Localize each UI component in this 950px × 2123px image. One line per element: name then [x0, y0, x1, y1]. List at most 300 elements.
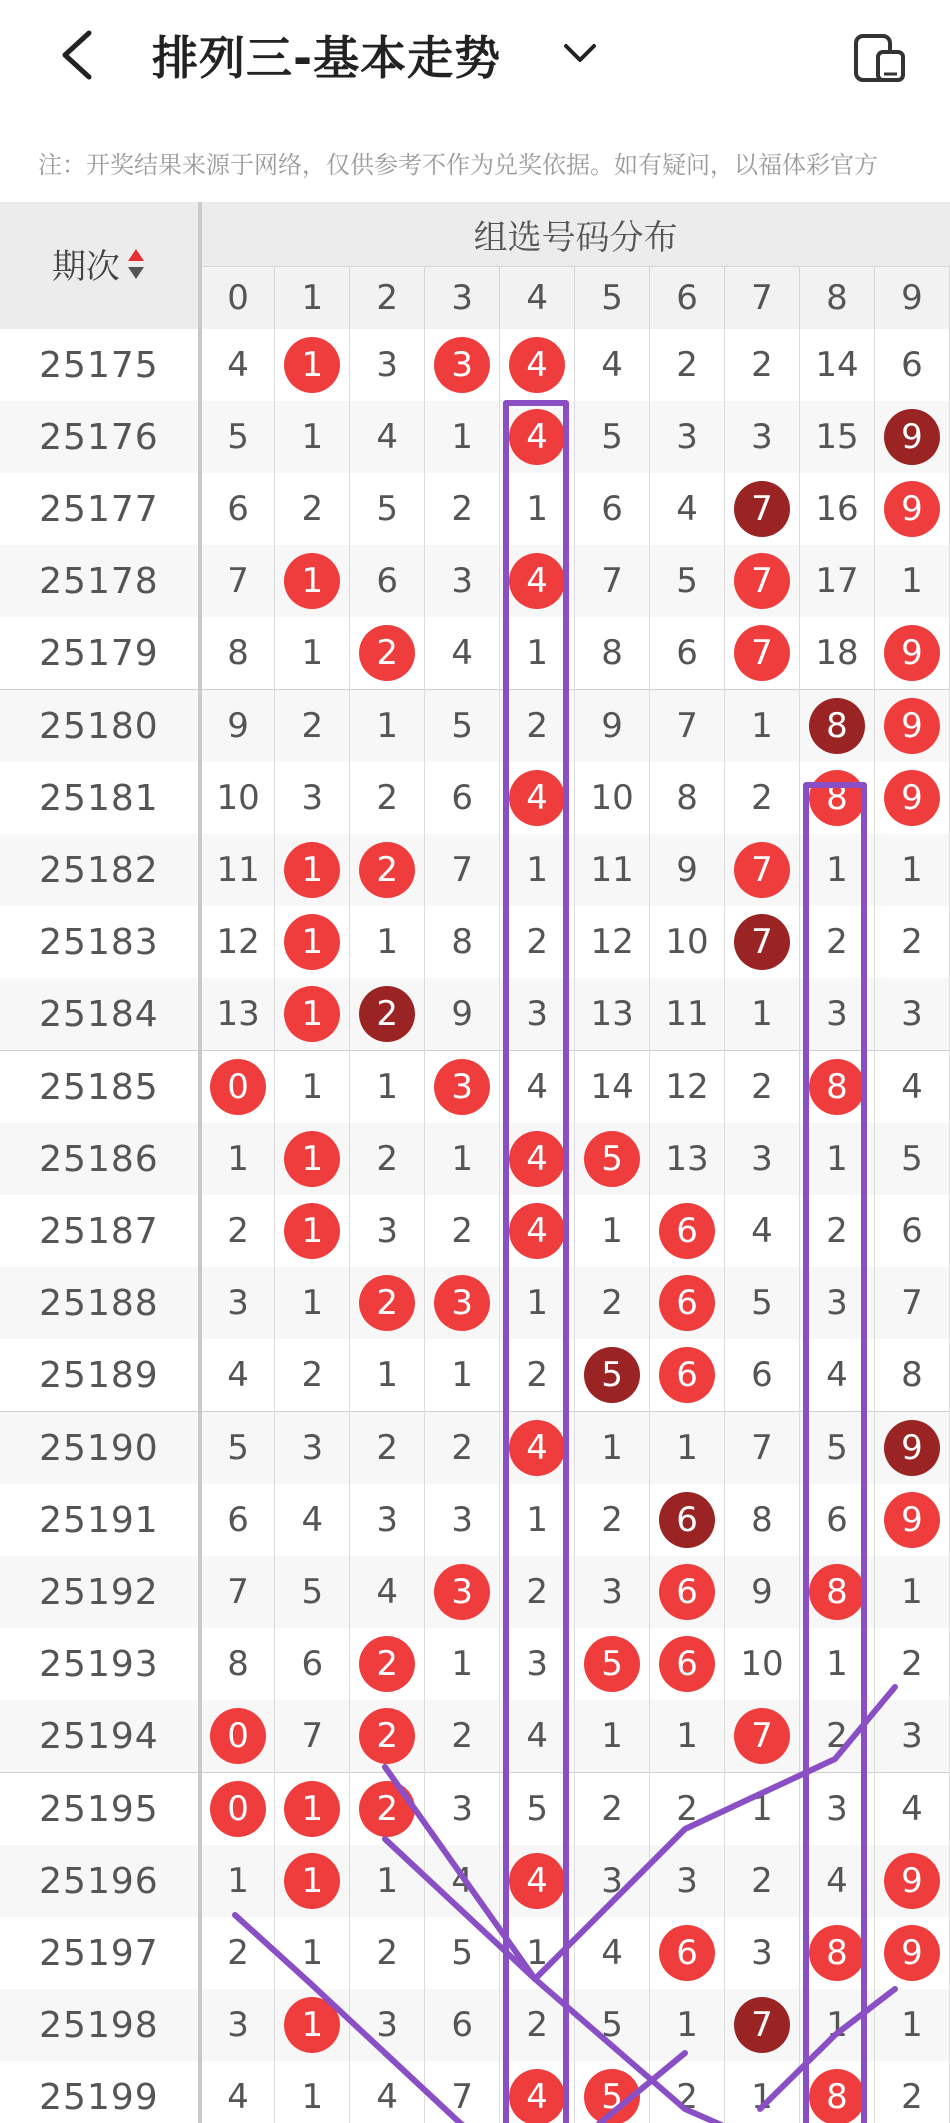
miss-count: 8: [676, 778, 698, 818]
digit-cell-5: [575, 329, 650, 401]
digit-cell-4: [500, 2061, 575, 2123]
table-row: [0, 906, 950, 978]
drawn-number-ball: 9: [884, 1492, 940, 1548]
digit-cell-2: [350, 401, 425, 473]
table-row: [0, 1773, 950, 1846]
digit-cell-6: [650, 834, 725, 906]
miss-count: 7: [901, 1283, 923, 1323]
digit-cell-8: [799, 545, 874, 617]
miss-count: 6: [376, 561, 399, 601]
digit-cell-4: [500, 1700, 575, 1773]
miss-count: 8: [751, 1500, 773, 1540]
digit-cell-1: [275, 1484, 350, 1556]
digit-cell-1: [275, 401, 350, 473]
digit-cell-5: [575, 1412, 650, 1485]
miss-count: 12: [665, 1067, 709, 1107]
digit-cell-7: [725, 834, 800, 906]
digit-cell-6: [650, 690, 725, 763]
miss-count: 4: [227, 2077, 249, 2117]
drawn-number-ball: 8: [809, 1059, 865, 1115]
table-row: [0, 834, 950, 906]
miss-count: 10: [216, 778, 260, 818]
digit-cell-5: [575, 1917, 650, 1989]
table-row: [0, 1412, 950, 1485]
digit-cell-1: [275, 1051, 350, 1124]
miss-count: 2: [451, 1428, 473, 1468]
digit-cell-6: [650, 1412, 725, 1485]
miss-count: 9: [751, 1572, 773, 1612]
digit-cell-0: [200, 1628, 275, 1700]
miss-count: 3: [301, 778, 324, 818]
miss-count: 5: [301, 1572, 324, 1612]
miss-count: 3: [601, 1572, 623, 1612]
digit-cell-6: [650, 906, 725, 978]
digit-cell-5: [575, 1773, 650, 1846]
digit-cell-9: [874, 690, 949, 763]
miss-count: 18: [815, 633, 859, 673]
digit-cell-3: [425, 473, 500, 545]
digit-cell-1: [275, 1773, 350, 1846]
miss-count: 1: [376, 706, 399, 746]
digit-cell-1: [275, 978, 350, 1051]
drawn-number-ball: 4: [509, 2069, 565, 2123]
miss-count: 2: [526, 706, 548, 746]
title-dropdown-button[interactable]: [560, 38, 600, 68]
miss-count: 14: [815, 345, 859, 385]
miss-count: 1: [751, 706, 773, 746]
digit-cell-6: [650, 1917, 725, 1989]
miss-count: 4: [376, 1572, 399, 1612]
table-row: [0, 690, 950, 763]
miss-count: 2: [601, 1789, 623, 1829]
digit-cell-5: [575, 1339, 650, 1412]
drawn-number-ball: 8: [809, 770, 865, 826]
miss-count: 4: [901, 1789, 923, 1829]
digit-cell-8: [799, 1989, 874, 2061]
miss-count: 1: [376, 1861, 399, 1901]
miss-count: 2: [826, 922, 848, 962]
drawn-number-ball: 0: [210, 1708, 266, 1764]
miss-count: 4: [227, 345, 249, 385]
digit-cell-3: [425, 978, 500, 1051]
miss-count: 1: [376, 1067, 399, 1107]
drawn-number-ball: 4: [509, 1131, 565, 1187]
miss-count: 9: [676, 850, 698, 890]
period-cell: 25178: [0, 545, 200, 617]
digit-cell-0: [200, 1123, 275, 1195]
miss-count: 1: [376, 922, 399, 962]
miss-count: 1: [526, 1500, 548, 1540]
drawn-number-ball: 5: [584, 2069, 640, 2123]
drawn-number-ball: 2: [359, 1636, 415, 1692]
drawn-number-ball: 2: [359, 1275, 415, 1331]
digit-cell-0: [200, 1267, 275, 1339]
period-cell: 25199: [0, 2061, 200, 2123]
miss-count: 2: [901, 2077, 923, 2117]
table-row: [0, 401, 950, 473]
page-title[interactable]: 排列三-基本走势: [152, 31, 502, 85]
digit-cell-0: [200, 1917, 275, 1989]
digit-cell-7: [725, 1628, 800, 1700]
digit-cell-0: [200, 1845, 275, 1917]
miss-count: 3: [227, 1283, 249, 1323]
digit-cell-6: [650, 401, 725, 473]
digit-cell-2: [350, 1267, 425, 1339]
miss-count: 1: [826, 2005, 848, 2045]
drawn-number-ball: 5: [584, 1347, 640, 1403]
digit-cell-1: [275, 1556, 350, 1628]
digit-cell-2: [350, 1051, 425, 1124]
digit-cell-4: [500, 1123, 575, 1195]
digit-cell-7: [725, 1195, 800, 1267]
table-row: [0, 1700, 950, 1773]
miss-count: 1: [526, 1283, 548, 1323]
digit-cell-9: [874, 978, 949, 1051]
period-cell: 25196: [0, 1845, 200, 1917]
drawn-number-ball: 4: [509, 1420, 565, 1476]
digit-cell-2: [350, 1989, 425, 2061]
digit-cell-2: [350, 545, 425, 617]
miss-count: 2: [526, 922, 548, 962]
digit-cell-5: [575, 545, 650, 617]
digit-cell-8: [799, 1556, 874, 1628]
miss-count: 4: [826, 1355, 848, 1395]
miss-count: 2: [451, 489, 473, 529]
miss-count: 4: [676, 489, 698, 529]
drawn-number-ball: 8: [809, 1564, 865, 1620]
drawn-number-ball: 6: [659, 1275, 715, 1331]
drawn-number-ball: 4: [509, 1203, 565, 1259]
period-cell: 25194: [0, 1700, 200, 1773]
miss-count: 1: [901, 2005, 923, 2045]
digit-cell-0: [200, 617, 275, 690]
drawn-number-ball: 0: [210, 1781, 266, 1837]
miss-count: 6: [451, 778, 473, 818]
miss-count: 16: [815, 489, 859, 529]
digit-cell-9: [874, 1412, 949, 1485]
top-bar: [0, 0, 950, 115]
digit-cell-6: [650, 1484, 725, 1556]
digit-cell-2: [350, 2061, 425, 2123]
digit-cell-2: [350, 1195, 425, 1267]
digit-cell-2: [350, 1123, 425, 1195]
digit-cell-1: [275, 690, 350, 763]
digit-cell-7: [725, 1556, 800, 1628]
digit-cell-2: [350, 978, 425, 1051]
digit-cell-2: [350, 1628, 425, 1700]
digit-cell-8: [799, 1267, 874, 1339]
device-button[interactable]: [852, 32, 907, 84]
drawn-number-ball: 9: [884, 481, 940, 537]
drawn-number-ball: 2: [359, 842, 415, 898]
digit-cell-5: [575, 617, 650, 690]
miss-count: 4: [227, 1355, 249, 1395]
period-cell: 25182: [0, 834, 200, 906]
digit-cell-3: [425, 1845, 500, 1917]
miss-count: 3: [376, 2005, 399, 2045]
digit-cell-8: [799, 690, 874, 763]
miss-count: 5: [601, 417, 623, 457]
drawn-number-ball: 8: [809, 1925, 865, 1981]
miss-count: 1: [601, 1428, 623, 1468]
miss-count: 7: [751, 1428, 773, 1468]
digit-cell-3: [425, 1412, 500, 1485]
digit-cell-2: [350, 473, 425, 545]
digit-cell-7: [725, 1700, 800, 1773]
digit-cell-0: [200, 906, 275, 978]
miss-count: 11: [590, 850, 634, 890]
digit-cell-4: [500, 1989, 575, 2061]
trend-table: [0, 202, 950, 2123]
miss-count: 3: [376, 1500, 399, 1540]
miss-count: 9: [601, 706, 623, 746]
digit-cell-2: [350, 1845, 425, 1917]
digit-cell-0: [200, 834, 275, 906]
miss-count: 3: [451, 1500, 473, 1540]
miss-count: 17: [815, 561, 859, 601]
digit-cell-9: [874, 762, 949, 834]
miss-count: 10: [740, 1644, 784, 1684]
miss-count: 3: [451, 1789, 473, 1829]
table-row: [0, 617, 950, 690]
digit-header-8: 8: [799, 267, 874, 330]
digit-cell-9: [874, 906, 949, 978]
digit-cell-9: [874, 1773, 949, 1846]
digit-cell-7: [725, 1917, 800, 1989]
miss-count: 2: [301, 1355, 324, 1395]
digit-cell-1: [275, 906, 350, 978]
digit-cell-0: [200, 1773, 275, 1846]
table-row: [0, 1628, 950, 1700]
miss-count: 4: [376, 417, 399, 457]
digit-cell-8: [799, 1339, 874, 1412]
drawn-number-ball: 3: [434, 337, 490, 393]
miss-count: 13: [665, 1139, 709, 1179]
miss-count: 6: [901, 1211, 923, 1251]
digit-header-6: 6: [650, 267, 725, 330]
digit-cell-6: [650, 1267, 725, 1339]
digit-cell-4: [500, 329, 575, 401]
miss-count: 3: [601, 1861, 623, 1901]
period-cell: 25177: [0, 473, 200, 545]
miss-count: 3: [826, 994, 848, 1034]
digit-cell-7: [725, 1051, 800, 1124]
drawn-number-ball: 1: [284, 842, 340, 898]
sort-icon[interactable]: [126, 245, 146, 292]
miss-count: 15: [815, 417, 859, 457]
drawn-number-ball: 9: [884, 1853, 940, 1909]
digit-cell-1: [275, 1412, 350, 1485]
digit-cell-8: [799, 1412, 874, 1485]
digit-cell-0: [200, 329, 275, 401]
period-cell: 25189: [0, 1339, 200, 1412]
digit-cell-6: [650, 1700, 725, 1773]
miss-count: 1: [901, 850, 923, 890]
drawn-number-ball: 8: [809, 698, 865, 754]
trend-table-container[interactable]: [0, 202, 950, 2123]
period-cell: 25180: [0, 690, 200, 763]
miss-count: 1: [601, 1211, 623, 1251]
digit-cell-3: [425, 1123, 500, 1195]
miss-count: 5: [227, 1428, 249, 1468]
miss-count: 1: [301, 1933, 324, 1973]
table-row: [0, 1195, 950, 1267]
digit-cell-2: [350, 1412, 425, 1485]
miss-count: 2: [751, 1861, 773, 1901]
digit-cell-0: [200, 1051, 275, 1124]
digit-cell-7: [725, 329, 800, 401]
miss-count: 1: [826, 1139, 848, 1179]
digit-cell-4: [500, 762, 575, 834]
table-row: [0, 329, 950, 401]
digit-header-1: 1: [275, 267, 350, 330]
miss-count: 8: [227, 1644, 249, 1684]
digit-cell-9: [874, 1484, 949, 1556]
miss-count: 5: [826, 1428, 848, 1468]
miss-count: 1: [451, 1355, 473, 1395]
digit-cell-4: [500, 473, 575, 545]
miss-count: 2: [376, 778, 399, 818]
digit-cell-2: [350, 1484, 425, 1556]
digit-cell-2: [350, 1917, 425, 1989]
miss-count: 4: [601, 1933, 623, 1973]
drawn-number-ball: 6: [659, 1925, 715, 1981]
digit-cell-8: [799, 1845, 874, 1917]
digit-cell-8: [799, 762, 874, 834]
drawn-number-ball: 7: [734, 625, 790, 681]
miss-count: 10: [665, 922, 709, 962]
table-row: [0, 1845, 950, 1917]
drawn-number-ball: 2: [359, 625, 415, 681]
digit-cell-2: [350, 906, 425, 978]
digit-cell-7: [725, 473, 800, 545]
digit-cell-0: [200, 1339, 275, 1412]
digit-cell-1: [275, 545, 350, 617]
miss-count: 4: [301, 1500, 324, 1540]
back-button[interactable]: [55, 25, 105, 85]
drawn-number-ball: 6: [659, 1636, 715, 1692]
miss-count: 1: [676, 2005, 698, 2045]
miss-count: 2: [901, 1644, 923, 1684]
table-row: [0, 545, 950, 617]
miss-count: 2: [601, 1283, 623, 1323]
miss-count: 12: [216, 922, 260, 962]
miss-count: 4: [826, 1861, 848, 1901]
digit-cell-5: [575, 1051, 650, 1124]
period-cell: 25183: [0, 906, 200, 978]
miss-count: 5: [676, 561, 698, 601]
period-header[interactable]: [0, 202, 200, 329]
digit-cell-2: [350, 329, 425, 401]
miss-count: 3: [451, 561, 473, 601]
drawn-number-ball: 7: [734, 842, 790, 898]
miss-count: 4: [451, 1861, 473, 1901]
digit-cell-1: [275, 1123, 350, 1195]
miss-count: 1: [751, 2077, 773, 2117]
digit-cell-8: [799, 329, 874, 401]
digit-cell-1: [275, 329, 350, 401]
table-row: [0, 1989, 950, 2061]
digit-cell-6: [650, 1051, 725, 1124]
digit-cell-5: [575, 2061, 650, 2123]
miss-count: 10: [590, 778, 634, 818]
digit-cell-6: [650, 1339, 725, 1412]
miss-count: 2: [526, 1572, 548, 1612]
digit-cell-1: [275, 473, 350, 545]
miss-count: 2: [301, 706, 324, 746]
chevron-down-icon: [560, 38, 600, 68]
miss-count: 7: [451, 850, 473, 890]
digit-cell-2: [350, 834, 425, 906]
digit-cell-2: [350, 617, 425, 690]
digit-cell-3: [425, 617, 500, 690]
drawn-number-ball: 6: [659, 1347, 715, 1403]
digit-cell-5: [575, 1989, 650, 2061]
digit-cell-7: [725, 762, 800, 834]
miss-count: 6: [901, 345, 923, 385]
digit-cell-1: [275, 2061, 350, 2123]
digit-cell-3: [425, 1556, 500, 1628]
drawn-number-ball: 1: [284, 337, 340, 393]
digit-cell-3: [425, 1989, 500, 2061]
digit-cell-8: [799, 1917, 874, 1989]
miss-count: 11: [665, 994, 709, 1034]
digit-cell-9: [874, 473, 949, 545]
disclaimer-notice: 注：开奖结果来源于网络，仅供参考不作为兑奖依据。如有疑问，以福体彩官方: [38, 151, 878, 179]
digit-cell-3: [425, 1917, 500, 1989]
miss-count: 1: [901, 561, 923, 601]
miss-count: 4: [526, 1716, 548, 1756]
miss-count: 7: [301, 1716, 324, 1756]
drawn-number-ball: 7: [734, 1708, 790, 1764]
miss-count: 2: [376, 1428, 399, 1468]
digit-cell-3: [425, 1051, 500, 1124]
drawn-number-ball: 4: [509, 553, 565, 609]
digit-cell-1: [275, 1628, 350, 1700]
drawn-number-ball: 2: [359, 986, 415, 1042]
digit-cell-8: [799, 906, 874, 978]
digit-cell-7: [725, 1845, 800, 1917]
period-cell: 25190: [0, 1412, 200, 1485]
digit-cell-1: [275, 1989, 350, 2061]
digit-cell-5: [575, 1628, 650, 1700]
period-cell: 25198: [0, 1989, 200, 2061]
miss-count: 1: [227, 1861, 249, 1901]
digit-cell-3: [425, 329, 500, 401]
drawn-number-ball: 1: [284, 1997, 340, 2053]
digit-cell-8: [799, 834, 874, 906]
miss-count: 1: [376, 1355, 399, 1395]
digit-header-4: 4: [500, 267, 575, 330]
digit-header-7: 7: [725, 267, 800, 330]
drawn-number-ball: 1: [284, 1781, 340, 1837]
digit-cell-9: [874, 329, 949, 401]
digit-cell-0: [200, 762, 275, 834]
table-row: [0, 1339, 950, 1412]
table-row: [0, 2061, 950, 2123]
drawn-number-ball: 2: [359, 1708, 415, 1764]
digit-cell-7: [725, 1123, 800, 1195]
drawn-number-ball: 1: [284, 1131, 340, 1187]
miss-count: 2: [451, 1211, 473, 1251]
miss-count: 3: [676, 1861, 698, 1901]
miss-count: 3: [826, 1283, 848, 1323]
digit-cell-3: [425, 2061, 500, 2123]
digit-cell-4: [500, 1339, 575, 1412]
digit-cell-6: [650, 1556, 725, 1628]
miss-count: 12: [590, 922, 634, 962]
miss-count: 1: [826, 850, 848, 890]
